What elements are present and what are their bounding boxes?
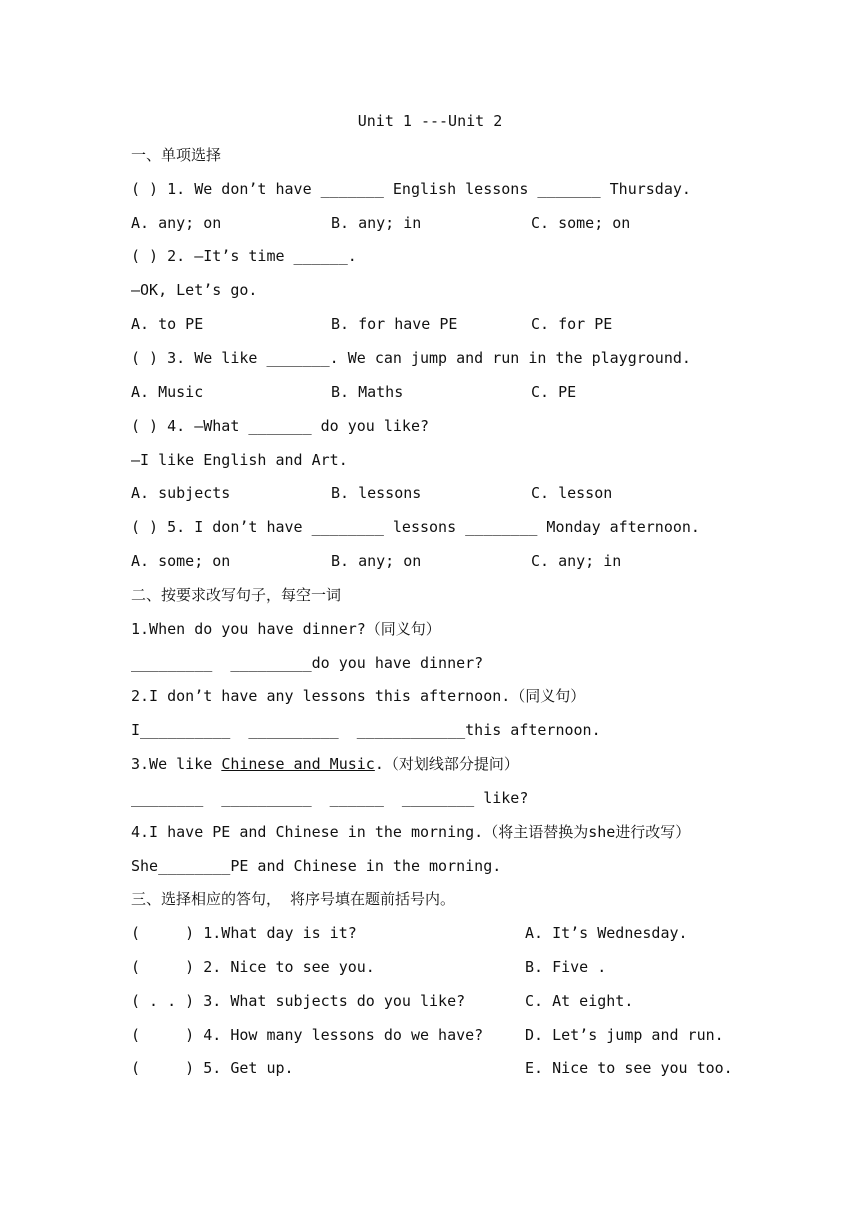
- match-answer: D. Let’s jump and run.: [525, 1026, 724, 1044]
- rewrite-prompt: 4.I have PE and Chinese in the morning.（将主语替换为she进行改写）: [131, 823, 691, 841]
- match-question: ( ) 2. Nice to see you.: [131, 958, 375, 976]
- option-a: A. to PE: [131, 315, 204, 333]
- question-stem: ( ) 4. —What _______ do you like?: [131, 417, 430, 435]
- option-a: A. subjects: [131, 484, 231, 502]
- rewrite-answer-line: _________ _________do you have dinner?: [131, 654, 484, 672]
- option-b: B. any; on: [331, 552, 422, 570]
- question-reply: —OK, Let’s go.: [131, 281, 258, 299]
- match-question: ( ) 1.What day is it?: [131, 924, 357, 942]
- prompt-text: 3.We like: [131, 755, 222, 773]
- question-reply: —I like English and Art.: [131, 451, 348, 469]
- match-answer: B. Five .: [525, 958, 607, 976]
- question-stem: ( ) 1. We don’t have _______ English lessons _______ Thursday.: [131, 180, 691, 198]
- option-b: B. Maths: [331, 383, 404, 401]
- option-a: A. any; on: [131, 214, 222, 232]
- section-heading-3: 三、选择相应的答句， 将序号填在题前括号内。: [131, 890, 456, 908]
- section-heading-1: 一、单项选择: [131, 146, 222, 164]
- option-c: C. lesson: [531, 484, 613, 502]
- match-question: ( ) 5. Get up.: [131, 1059, 294, 1077]
- option-b: B. any; in: [331, 214, 422, 232]
- rewrite-answer-line: I__________ __________ ____________this afternoon.: [131, 721, 601, 739]
- question-stem: ( ) 3. We like _______. We can jump and run in the playground.: [131, 349, 691, 367]
- option-a: A. Music: [131, 383, 204, 401]
- page-title: Unit 1 ---Unit 2: [357, 112, 503, 130]
- option-c: C. PE: [531, 383, 577, 401]
- match-answer: C. At eight.: [525, 992, 634, 1010]
- rewrite-prompt: 2.I don’t have any lessons this afternoon.（同义句）: [131, 687, 586, 705]
- option-c: C. for PE: [531, 315, 613, 333]
- match-answer: A. It’s Wednesday.: [525, 924, 688, 942]
- option-b: B. lessons: [331, 484, 422, 502]
- match-question: ( . . ) 3. What subjects do you like?: [131, 992, 466, 1010]
- rewrite-answer-line: ________ __________ ______ ________ like?: [131, 789, 529, 807]
- option-a: A. some; on: [131, 552, 231, 570]
- match-answer: E. Nice to see you too.: [525, 1059, 733, 1077]
- section-heading-2: 二、按要求改写句子，每空一词: [131, 586, 342, 604]
- rewrite-prompt: [131, 754, 519, 774]
- question-stem: ( ) 2. —It’s time ______.: [131, 247, 357, 265]
- prompt-text: .（对划线部分提问）: [374, 755, 519, 773]
- rewrite-prompt: 1.When do you have dinner?（同义句）: [131, 620, 441, 638]
- question-stem: ( ) 5. I don’t have ________ lessons ________ Monday afternoon.: [131, 518, 700, 536]
- option-c: C. some; on: [531, 214, 631, 232]
- option-c: C. any; in: [531, 552, 622, 570]
- underlined-phrase: Chinese and Music: [221, 755, 375, 773]
- rewrite-answer-line: She________PE and Chinese in the morning.: [131, 857, 502, 875]
- match-question: ( ) 4. How many lessons do we have?: [131, 1026, 484, 1044]
- option-b: B. for have PE: [331, 315, 458, 333]
